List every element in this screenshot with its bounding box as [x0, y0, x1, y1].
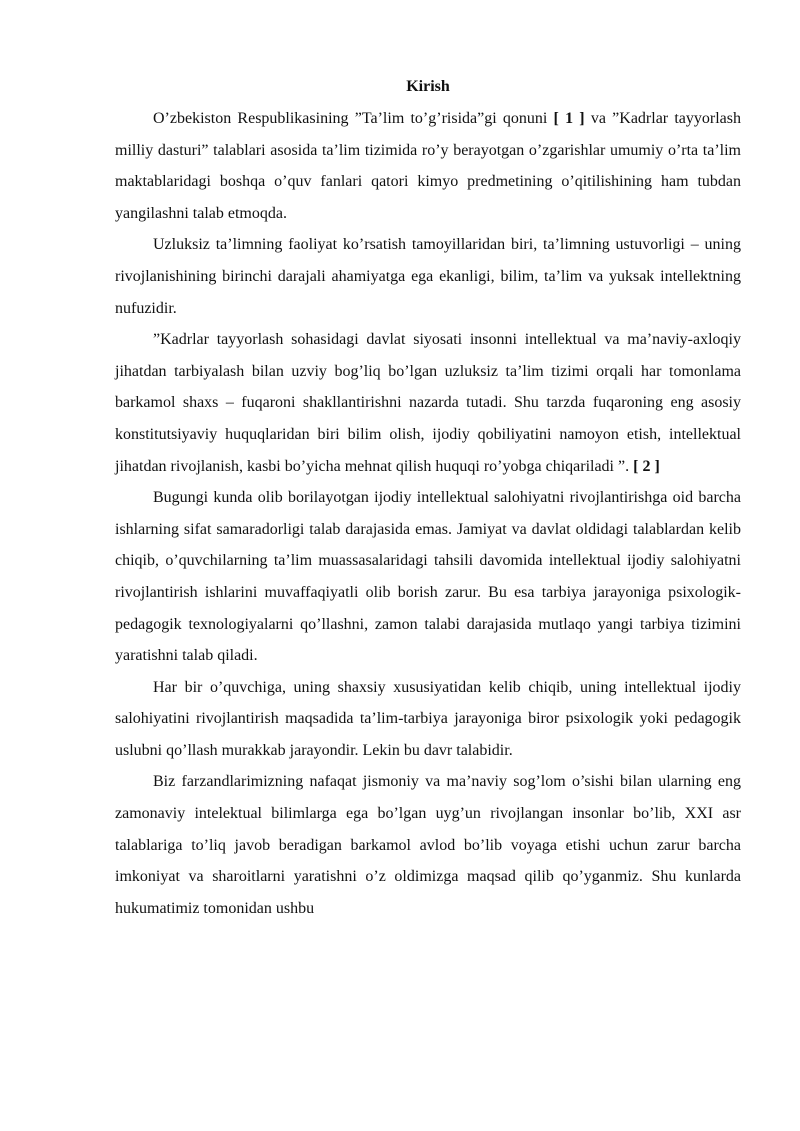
reference-marker: [ 2 ]	[633, 457, 660, 475]
paragraph-text: Biz farzandlarimizning nafaqat jismoniy va ma’naviy sog’lom o’sishi bilan ularning eng zamonaviy intelektual bilimlarga ega bo’lgan uyg’un rivojlangan insonlar bo’lib, XXI asr talablariga to’liq javob beradigan barkamol avlod bo’lib voyaga etishi uchun zarur barcha imkoniyat va sharoitlarni yaratishni o’z oldimizga maqsad qilib qo’yganmiz. Shu kunlarda hukumatimiz tomonidan ushbu	[115, 773, 741, 917]
paragraph-text: Uzluksiz ta’limning faoliyat ko’rsatish tamoyillaridan biri, ta’limning ustuvorligi – uning rivojlanishining birinchi darajali ahamiyatga ega ekanligi, bilim, ta’lim va yuksak intellektning nufuzidir.	[115, 236, 741, 317]
paragraph-text: O’zbekiston Respublikasining ”Ta’lim to’g’risida”gi qonuni	[153, 110, 554, 127]
paragraph-text: va ”Kadrlar tayyorlash milliy dasturi” talablari asosida ta’lim tizimida ro’y berayotgan o’zgarishlar umumiy o’rta ta’lim maktablaridagi boshqa o’quv fanlari qatori kimyo predmetining o’qitilishining ham tubdan yangilashni talab etmoqda.	[115, 110, 741, 222]
paragraph-1	[115, 103, 741, 229]
paragraph-3	[115, 324, 741, 482]
reference-marker: [ 1 ]	[553, 110, 585, 127]
section-title: Kirish	[406, 78, 450, 95]
paragraph-6	[115, 766, 741, 924]
paragraph-text: ”Kadrlar tayyorlash sohasidagi davlat siyosati insonni intellektual va ma’naviy-axloqiy jihatdan tarbiyalash bilan uzviy bog’liq bo’lgan uzluksiz ta’lim tizimi orqali har tomonlama barkamol shaxs – fuqaroni shakllantirishni nazarda tutadi. Shu tarzda fuqaroning eng asosiy konstitutsiyaviy huquqlaridan biri bilim olish, ijodiy qobiliyatini namoyon etish, intellektual jihatdan rivojlanish, kasbi bo’yicha mehnat qilish huquqi ro’yobga chiqariladi ”.	[115, 331, 741, 475]
paragraph-2	[115, 229, 741, 324]
paragraph-text: Har bir o’quvchiga, uning shaxsiy xususiyatidan kelib chiqib, uning intellektual ijodiy salohiyatini rivojlantirish maqsadida ta’lim-tarbiya jarayoniga biror psixologik yoki pedagogik uslubni qo’llash murakkab jarayondir. Lekin bu davr talabidir.	[115, 678, 741, 759]
paragraph-5	[115, 672, 741, 767]
paragraph-4	[115, 482, 741, 672]
body-text	[115, 103, 741, 924]
paragraph-text: Bugungi kunda olib borilayotgan ijodiy intellektual salohiyatni rivojlantirishga oid barcha ishlarning sifat samaradorligi talab darajasida emas. Jamiyat va davlat oldidagi talablardan kelib chiqib, o’quvchilarning ta’lim muassasalaridagi tahsili davomida intellektual ijodiy salohiyatni rivojlantirish ishlarini muvaffaqiyatli olib borish zarur. Bu esa tarbiya jarayoniga psixologik-pedagogik texnologiyalarni qo’llashni, zamon talabi darajasida mutlaqo yangi tarbiya tizimini yaratishni talab qiladi.	[115, 489, 741, 665]
